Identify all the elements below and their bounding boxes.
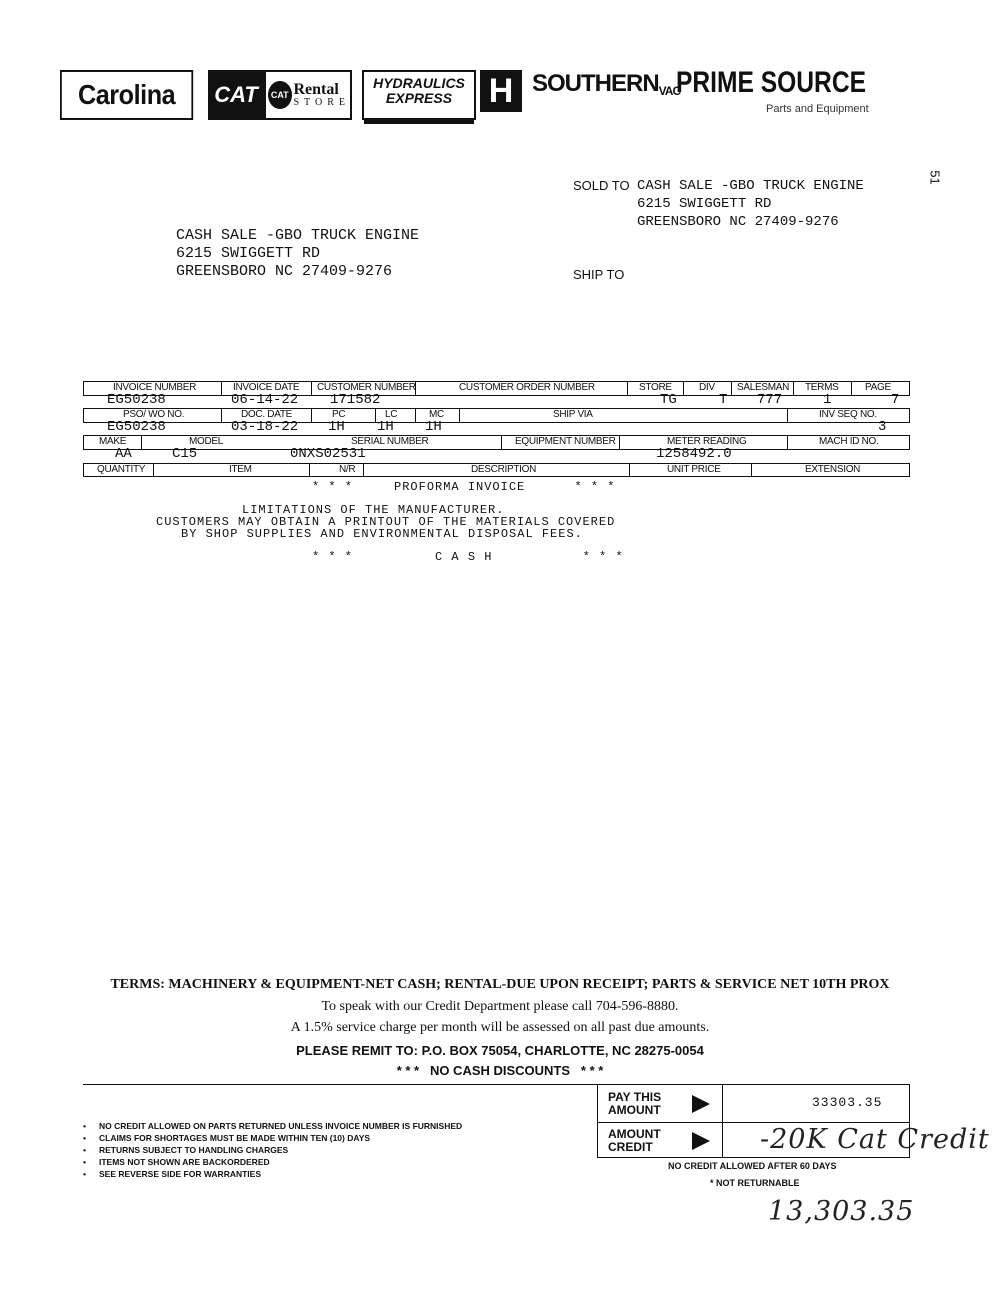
grid-line: [83, 408, 910, 409]
grid-line: [83, 408, 84, 422]
sold-to-address: [637, 177, 864, 231]
val-store: TG: [660, 392, 677, 408]
credit-word: CREDIT: [608, 1140, 653, 1154]
grid-line: [309, 463, 310, 477]
grid-line: [501, 435, 502, 449]
mailing-line3: GREENSBORO NC 27409-9276: [176, 263, 393, 280]
val-make: AA: [115, 446, 132, 462]
val-doc-date: 03-18-22: [231, 419, 299, 435]
pay-this-amount-value: 33303.35: [812, 1095, 883, 1110]
amount-credit-label: [608, 1128, 661, 1154]
hdr-description: DESCRIPTION: [471, 464, 537, 475]
page-marker: 51: [927, 170, 943, 185]
hdr-quantity: QUANTITY: [97, 464, 146, 475]
carolina-logo-text: Carolina: [77, 79, 176, 110]
grid-line: [909, 381, 910, 395]
grid-line: [311, 408, 312, 422]
hdr-meter-reading: METER READING: [667, 436, 747, 447]
val-pc: 1H: [328, 419, 345, 435]
body-line-3: BY SHOP SUPPLIES AND ENVIRONMENTAL DISPOSAL FEES.: [181, 527, 583, 541]
mailing-line2: 6215 SWIGGETT RD: [176, 245, 321, 262]
vac-word: VAC: [658, 84, 681, 98]
hdr-customer-number: CUSTOMER NUMBER: [317, 382, 416, 393]
grid-line: [909, 408, 910, 422]
grid-line: [153, 463, 154, 477]
cash-line: * * * C A S H * * *: [312, 550, 624, 564]
no-cash-discounts-line: * * * NO CASH DISCOUNTS * * *: [396, 1063, 604, 1078]
grid-line: [221, 381, 222, 395]
rental-store-logo: [264, 70, 352, 120]
no-credit-notice: NO CREDIT ALLOWED AFTER 60 DAYS: [668, 1161, 837, 1171]
express-word: EXPRESS: [385, 90, 453, 106]
hdr-customer-order-number: CUSTOMER ORDER NUMBER: [459, 382, 595, 393]
val-customer-number: 171582: [330, 392, 381, 408]
hydraulics-express-logo: [362, 70, 476, 120]
hdr-salesman: SALESMAN: [737, 382, 790, 393]
hydraulics-underline: [364, 119, 474, 124]
val-div: T: [719, 392, 728, 408]
invoice-grid: [83, 381, 910, 477]
body-line-2: CUSTOMERS MAY OBTAIN A PRINTOUT OF THE MATERIALS COVERED: [156, 515, 616, 529]
hdr-page: PAGE: [865, 382, 891, 393]
hdr-invoice-date: INVOICE DATE: [233, 382, 300, 393]
grid-line: [459, 408, 460, 422]
grid-line: [363, 463, 364, 477]
rental-store-word: STORE: [293, 97, 350, 108]
amount-label: AMOUNT: [608, 1103, 661, 1117]
grid-line: [83, 422, 910, 423]
southern-vac-logo: [532, 70, 680, 98]
hdr-pc: PC: [332, 409, 346, 420]
mailing-line1: CASH SALE -GBO TRUCK ENGINE: [176, 227, 420, 244]
hdr-lc: LC: [385, 409, 398, 420]
val-invoice-date: 06-14-22: [231, 392, 299, 408]
not-returnable-notice: * NOT RETURNABLE: [710, 1178, 800, 1188]
sold-to-line3: GREENSBORO NC 27409-9276: [637, 214, 839, 230]
grid-line: [83, 476, 910, 477]
val-meter-reading: 1258492.0: [656, 446, 732, 462]
note-item: • NO CREDIT ALLOWED ON PARTS RETURNED UNLESS INVOICE NUMBER IS FURNISHED: [83, 1120, 462, 1132]
val-model: C15: [172, 446, 198, 462]
hdr-pso-wo-no: PSO/ WO NO.: [123, 409, 185, 420]
grid-line: [221, 408, 222, 422]
hdr-extension: EXTENSION: [805, 464, 861, 475]
sold-to-line2: 6215 SWIGGETT RD: [637, 196, 772, 212]
grid-line: [787, 408, 788, 422]
hydraulics-word: HYDRAULICS: [373, 75, 465, 91]
val-invoice-number: EG50238: [107, 392, 166, 408]
grid-line: [793, 381, 794, 395]
h-logo-icon: [480, 70, 522, 112]
grid-line: [629, 463, 630, 477]
cat-badge-icon: CAT: [268, 81, 292, 109]
hdr-equipment-number: EQUIPMENT NUMBER: [515, 436, 616, 447]
rental-word: Rental: [293, 81, 339, 98]
hdr-invoice-number: INVOICE NUMBER: [113, 382, 197, 393]
payment-row-divider: [598, 1122, 909, 1123]
val-lc: 1H: [377, 419, 394, 435]
note-item: • ITEMS NOT SHOWN ARE BACKORDERED: [83, 1156, 462, 1168]
grid-line: [83, 381, 84, 395]
hdr-ship-via: SHIP VIA: [553, 409, 593, 420]
grid-line: [83, 463, 84, 477]
hdr-item: ITEM: [229, 464, 252, 475]
pay-this-amount-label: [608, 1091, 661, 1117]
grid-line: [683, 381, 684, 395]
mailing-address: [176, 227, 419, 281]
arrow-right-icon: [692, 1132, 710, 1150]
terms-line-2: To speak with our Credit Department please call 704-596-8880.: [321, 999, 679, 1014]
grid-line: [83, 395, 910, 396]
val-serial-number: 0NXS02531: [290, 446, 366, 462]
hdr-unit-price: UNIT PRICE: [667, 464, 721, 475]
grid-line: [909, 435, 910, 449]
h-mark: H: [488, 71, 514, 110]
grid-line: [731, 381, 732, 395]
payment-column-divider: [722, 1085, 723, 1157]
grid-line: [415, 408, 416, 422]
hdr-inv-seq-no: INV SEQ NO.: [819, 409, 877, 420]
sold-to-label: SOLD TO: [573, 178, 630, 193]
prime-source-logo: PRIME SOURCE: [676, 66, 866, 99]
hdr-mc: MC: [429, 409, 444, 420]
grid-line: [83, 449, 910, 450]
remit-to-line: PLEASE REMIT TO: P.O. BOX 75054, CHARLOTTE, NC 28275-0054: [296, 1043, 704, 1058]
amount-credit-word: AMOUNT: [608, 1127, 661, 1141]
terms-line-3: A 1.5% service charge per month will be assessed on all past due amounts.: [290, 1020, 710, 1035]
grid-line: [787, 435, 788, 449]
handwritten-credit-note: -20K Cat Credit: [760, 1124, 990, 1155]
cat-logo-text: CAT: [214, 82, 258, 107]
sold-to-line1: CASH SALE -GBO TRUCK ENGINE: [637, 178, 864, 194]
note-item: • SEE REVERSE SIDE FOR WARRANTIES: [83, 1168, 462, 1180]
val-terms: 1: [823, 392, 832, 408]
val-page: 7: [891, 392, 900, 408]
proforma-invoice-line: * * * PROFORMA INVOICE * * *: [312, 480, 616, 494]
val-inv-seq-no: 3: [878, 419, 887, 435]
grid-line: [83, 435, 84, 449]
hdr-div: DIV: [699, 382, 715, 393]
hdr-make: MAKE: [99, 436, 127, 447]
grid-line: [851, 381, 852, 395]
val-mc: 1H: [425, 419, 442, 435]
ship-to-label: SHIP TO: [573, 267, 625, 282]
grid-line: [627, 381, 628, 395]
hdr-mach-id-no: MACH ID NO.: [819, 436, 879, 447]
val-salesman: 777: [757, 392, 783, 408]
body-line-1: LIMITATIONS OF THE MANUFACTURER.: [242, 503, 505, 517]
terms-line-1: TERMS: MACHINERY & EQUIPMENT-NET CASH; RENTAL-DUE UPON RECEIPT; PARTS & SERVICE NET 10TH PROX: [110, 977, 890, 992]
arrow-right-icon: [692, 1095, 710, 1113]
grid-line: [375, 408, 376, 422]
carolina-logo: [60, 70, 193, 120]
hdr-nr: N/R: [339, 464, 356, 475]
grid-line: [311, 381, 312, 395]
handwritten-total: 13,303.35: [768, 1196, 915, 1227]
prime-source-subtitle: Parts and Equipment: [766, 103, 869, 115]
hdr-terms: TERMS: [805, 382, 839, 393]
footer-notes: [83, 1120, 462, 1180]
hdr-doc-date: DOC. DATE: [241, 409, 293, 420]
hdr-store: STORE: [639, 382, 672, 393]
grid-line: [141, 435, 142, 449]
grid-line: [619, 435, 620, 449]
hdr-serial-number: SERIAL NUMBER: [351, 436, 429, 447]
note-item: • CLAIMS FOR SHORTAGES MUST BE MADE WITHIN TEN (10) DAYS: [83, 1132, 462, 1144]
southern-word: SOUTHERN: [532, 70, 659, 97]
val-pso-wo-no: EG50238: [107, 419, 166, 435]
pay-this-label: PAY THIS: [608, 1090, 662, 1104]
cat-logo: [208, 70, 264, 120]
note-item: • RETURNS SUBJECT TO HANDLING CHARGES: [83, 1144, 462, 1156]
grid-line: [751, 463, 752, 477]
grid-line: [909, 463, 910, 477]
hdr-model: MODEL: [189, 436, 224, 447]
